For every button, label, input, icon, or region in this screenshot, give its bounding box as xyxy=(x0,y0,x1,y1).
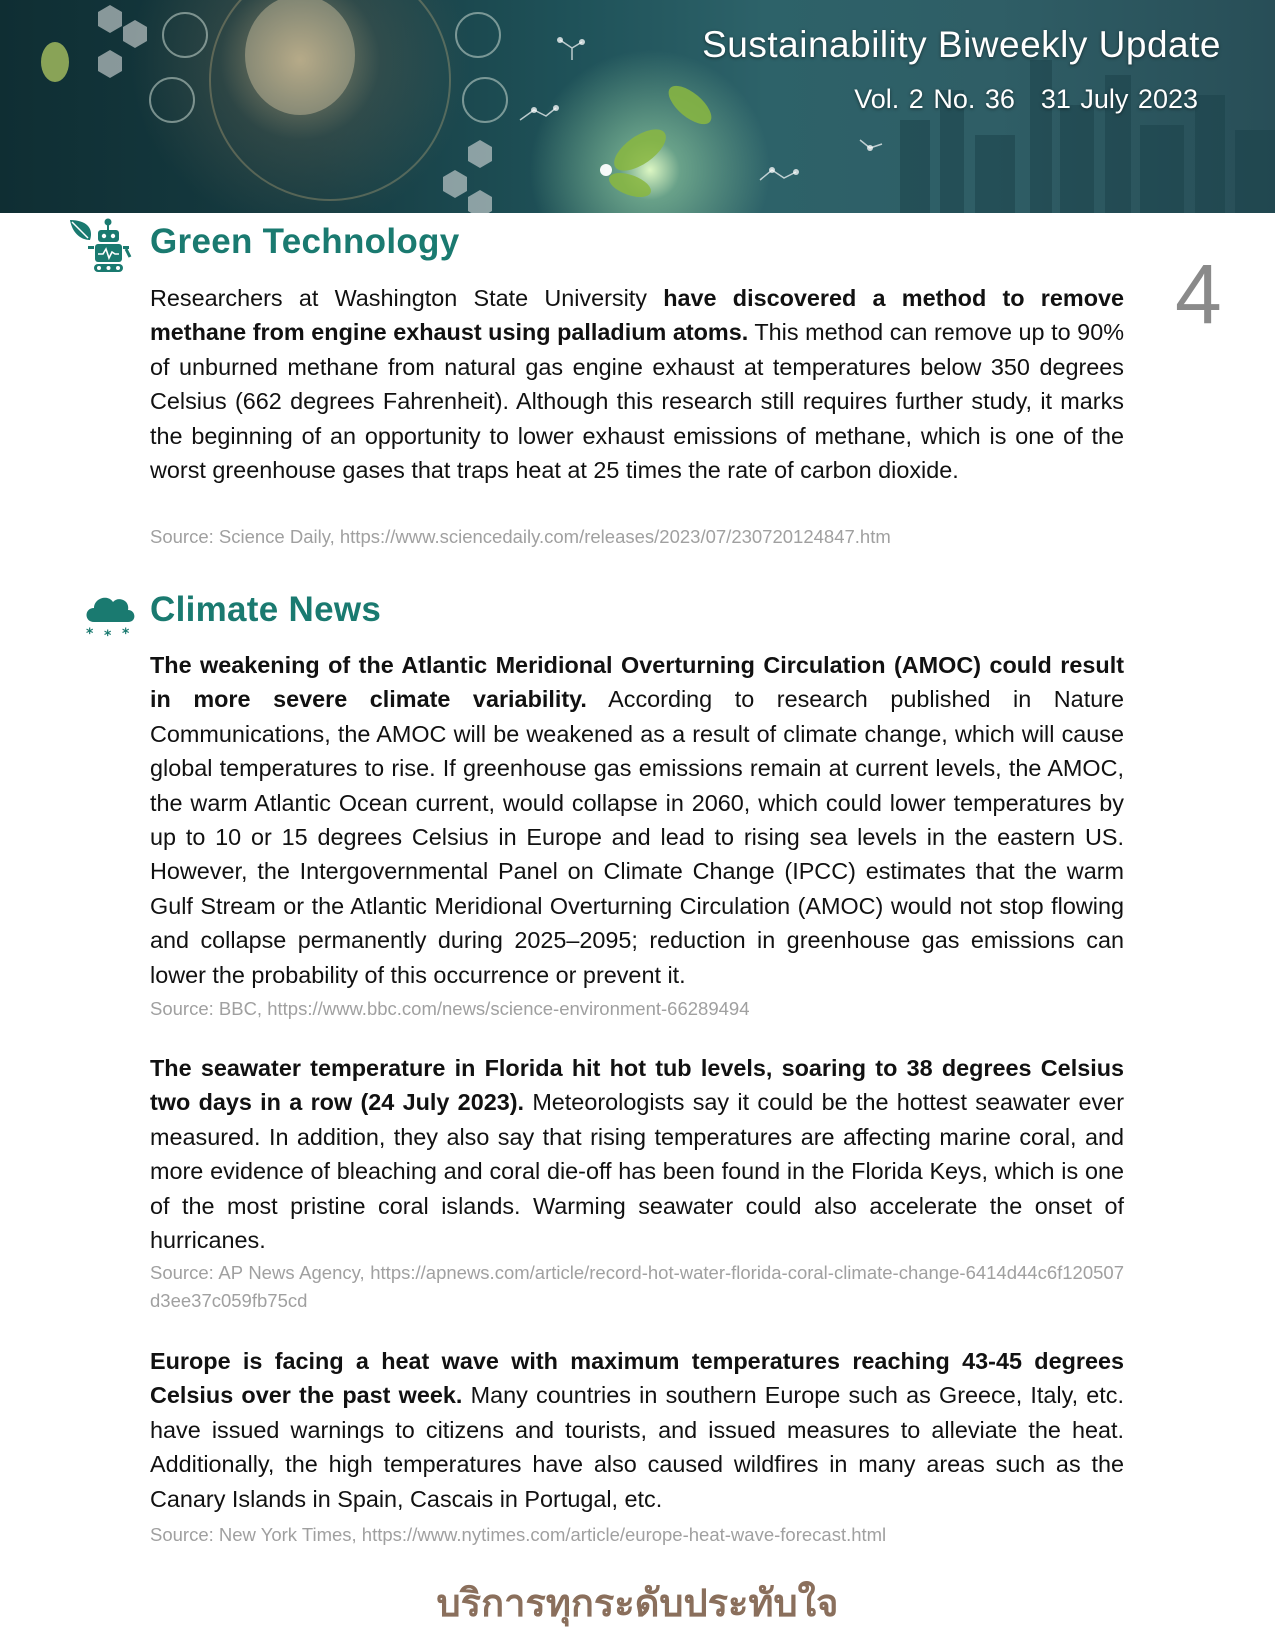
article-source: Source: AP News Agency, https://apnews.com/article/record-hot-water-florida-coral-climate-change-6414d44c6f120507d3ee37c059fb75cd xyxy=(150,1262,1124,1311)
green-robot-icon xyxy=(68,218,134,279)
article-lead: The weakening of the Atlantic Meridional Overturning Circulation (AMOC) could result in more severe climate variability. xyxy=(150,652,1124,713)
article-source: Source: Science Daily, https://www.sciencedaily.com/releases/2023/07/230720124847.htm xyxy=(150,526,891,547)
article-body: Meteorologists say it could be the hottest seawater ever measured. In addition, they also say that rising temperatures are affecting marine coral, and more evidence of bleaching and coral die-off has been found in the Florida Keys, which is one of the most pristine coral islands. Warming seawater could also accelerate the onset of hurricanes. xyxy=(150,1089,1125,1254)
svg-text:*: * xyxy=(122,626,130,640)
article-source: Source: New York Times, https://www.nytimes.com/article/europe-heat-wave-forecast.html xyxy=(150,1524,887,1545)
article-body: Many countries in southern Europe such as Greece, Italy, etc. have issued warnings to citizens and tourists, and issued measures to alleviate the heat. Additionally, the high temperatures have also caused wildfires in many areas such as the Canary Islands in Spain, Cascais in Portugal, etc. xyxy=(150,1382,1124,1512)
section-title-green-technology: Green Technology xyxy=(150,222,460,261)
article-paragraph xyxy=(150,1344,1124,1516)
section-title-climate-news: Climate News xyxy=(150,590,382,629)
article-body: This method can remove up to 90% of unburned methane from natural gas engine exhaust at temperatures below 350 degrees Celsius (662 degrees Fahrenheit). Although this research still requires further study, it marks the beginning of an opportunity to lower exhaust emissions of methane, which is one of the worst greenhouse gases that traps heat at 25 times the rate of carbon dioxide. xyxy=(150,319,1124,484)
article-body: According to research published in Nature Communications, the AMOC will be weakened as a result of climate change, which will cause global temperatures to rise. If greenhouse gas emissions remain at current levels, the AMOC, the warm Atlantic Ocean current, would collapse in 2060, which could lower temperatures by up to 10 or 15 degrees Celsius in Europe and lead to rising sea levels in the eastern US. However, the Intergovernmental Panel on Climate Change (IPCC) estimates that the warm Gulf Stream or the Atlantic Meridional Overturning Circulation (AMOC) would not stop flowing and collapse permanently during 2025–2095; reduction in greenhouse gas emissions can lower the probability of this occurrence or prevent it. xyxy=(150,686,1125,988)
footer-slogan: บริการทุกระดับประทับใจ xyxy=(436,1581,839,1625)
issue-info xyxy=(854,84,1198,115)
header-banner xyxy=(0,0,1275,213)
article-paragraph xyxy=(150,648,1124,992)
page-number: 4 xyxy=(1175,247,1222,341)
snow-cloud-icon xyxy=(82,590,138,645)
newsletter-title: Sustainability Biweekly Update xyxy=(702,24,1221,65)
svg-text:*: * xyxy=(86,626,94,640)
article-source: Source: BBC, https://www.bbc.com/news/science-environment-66289494 xyxy=(150,998,750,1019)
article-lead: Europe is facing a heat wave with maximum temperatures reaching 43-45 degrees Celsius over the past week. xyxy=(150,1348,1124,1409)
svg-text:*: * xyxy=(104,628,112,640)
article-paragraph xyxy=(150,281,1124,487)
issue-date: 31 July 2023 xyxy=(1040,84,1198,114)
volume-number: Vol. 2 No. 36 xyxy=(854,84,1015,114)
article-lead: have discovered a method to remove methane from engine exhaust using palladium atoms. xyxy=(150,285,1124,346)
article-lead: The seawater temperature in Florida hit hot tub levels, soaring to 38 degrees Celsius two days in a row (24 July 2023). xyxy=(150,1055,1124,1116)
article-intro-text: Researchers at Washington State University xyxy=(150,285,664,311)
article-paragraph xyxy=(150,1051,1124,1257)
